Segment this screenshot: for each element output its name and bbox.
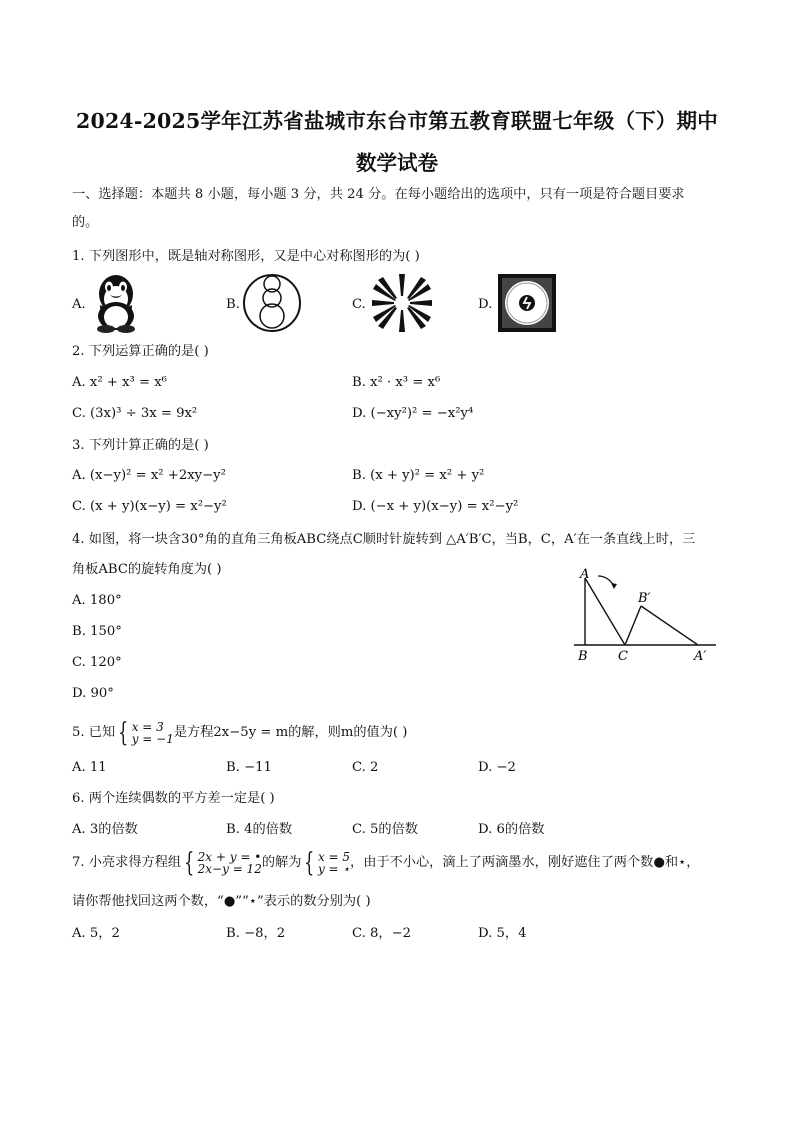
q1-option-d-label: D.: [478, 297, 493, 312]
q5-option-c: C. 2: [352, 760, 379, 775]
q6-stem: 6. 两个连续偶数的平方差一定是( ): [72, 791, 275, 806]
exam-title-line1: 2024-2025学年江苏省盐城市东台市第五教育联盟七年级（下）期中: [76, 109, 718, 133]
q5-suffix: 是方程2x−5y = m的解，则m的值为( ): [173, 725, 408, 740]
q7-system-eq2: 2x−y = 12: [197, 862, 262, 876]
fig-label-b-prime: B′: [638, 591, 651, 606]
q3-option-c: C. (x + y)(x−y) = x²−y²: [72, 499, 227, 514]
q7-stem-line2: 请你帮他找回这两个数，“●”“⋆”表示的数分别为( ): [72, 894, 371, 909]
q7-suffix: ，由于不小心，滴上了两滴墨水，刚好遮住了两个数●和⋆，: [350, 855, 700, 870]
q4-option-d: D. 90°: [72, 686, 114, 701]
q1-option-b-label: B.: [226, 297, 240, 312]
q7-solution-y: y = ⋆: [317, 862, 350, 876]
q3-option-b: B. (x + y)² = x² + y²: [352, 468, 485, 483]
q6-option-c: C. 5的倍数: [352, 822, 418, 837]
q7-option-a: A. 5，2: [72, 926, 120, 941]
q3-stem: 3. 下列计算正确的是( ): [72, 438, 209, 453]
q4-option-a: A. 180°: [72, 593, 122, 608]
q7-brace-1: {: [184, 848, 195, 878]
q2-stem: 2. 下列运算正确的是( ): [72, 344, 209, 359]
q5-option-b: B. −11: [226, 760, 272, 775]
q1-stem: 1. 下列图形中，既是轴对称图形，又是中心对称图形的为( ): [72, 249, 420, 264]
q7-option-b: B. −8，2: [226, 926, 286, 941]
q2-option-a: A. x² + x³ = x⁶: [72, 375, 167, 390]
q7-system-eq1: 2x + y = •: [197, 850, 262, 864]
square-disc-figure: [496, 272, 558, 334]
section-instructions-line1: 一、选择题：本题共 8 小题，每小题 3 分，共 24 分。在每小题给出的选项中，只有一项是符合题目要求: [72, 187, 685, 202]
q2-option-b: B. x² · x³ = x⁶: [352, 375, 441, 390]
q6-option-d: D. 6的倍数: [478, 822, 545, 837]
q7-system: [198, 851, 262, 875]
q4-stem-line1: 4. 如图，将一块含30°角的直角三角板ABC绕点C顺时针旋转到 △A′B′C，当B，C，A′在一条直线上时，三: [72, 532, 696, 547]
q6-option-b: B. 4的倍数: [226, 822, 293, 837]
q3-option-a: A. (x−y)² = x² +2xy−y²: [72, 468, 226, 483]
q7-option-c: C. 8，−2: [352, 926, 412, 941]
star-burst-figure: [370, 272, 434, 334]
q4-option-c: C. 120°: [72, 655, 122, 670]
q2-option-c: C. (3x)³ ÷ 3x = 9x²: [72, 406, 198, 421]
q2-option-d: D. (−xy²)² = −x²y⁴: [352, 406, 474, 421]
penguin-figure: [88, 272, 144, 334]
fig-label-a-prime: A′: [694, 649, 707, 664]
q7-solution-x: x = 5: [317, 850, 351, 864]
q7-mid: 的解为: [261, 855, 302, 870]
q6-option-a: A. 3的倍数: [72, 822, 138, 837]
q5-system: [132, 721, 174, 745]
q5-option-d: D. −2: [478, 760, 516, 775]
fig-label-c: C: [618, 649, 628, 664]
fig-label-b: B: [578, 649, 588, 664]
q7-option-d: D. 5，4: [478, 926, 527, 941]
q7-solution: [318, 851, 350, 875]
q5-stem: [72, 720, 407, 746]
q1-option-c-label: C.: [352, 297, 366, 312]
rotation-triangle-figure: [570, 562, 720, 666]
fig-label-a: A: [580, 567, 590, 582]
q5-brace: {: [118, 718, 129, 748]
q5-system-eq1: x = 3: [131, 720, 164, 734]
q4-option-b: B. 150°: [72, 624, 122, 639]
q5-option-a: A. 11: [72, 760, 107, 775]
q4-stem-line2: 角板ABC的旋转角度为( ): [72, 562, 222, 577]
q7-brace-2: {: [304, 848, 315, 878]
exam-title-line2: 数学试卷: [356, 151, 438, 175]
q1-option-a-label: A.: [72, 297, 86, 312]
q5-system-eq2: y = −1: [131, 732, 174, 746]
section-instructions-line2: 的。: [72, 215, 99, 230]
nested-circles-figure: [242, 272, 302, 334]
q7-stem-line1: [72, 849, 700, 877]
q7-prefix: 7. 小亮求得方程组: [72, 855, 182, 870]
q5-prefix: 5. 已知: [72, 725, 116, 740]
q3-option-d: D. (−x + y)(x−y) = x²−y²: [352, 499, 519, 514]
